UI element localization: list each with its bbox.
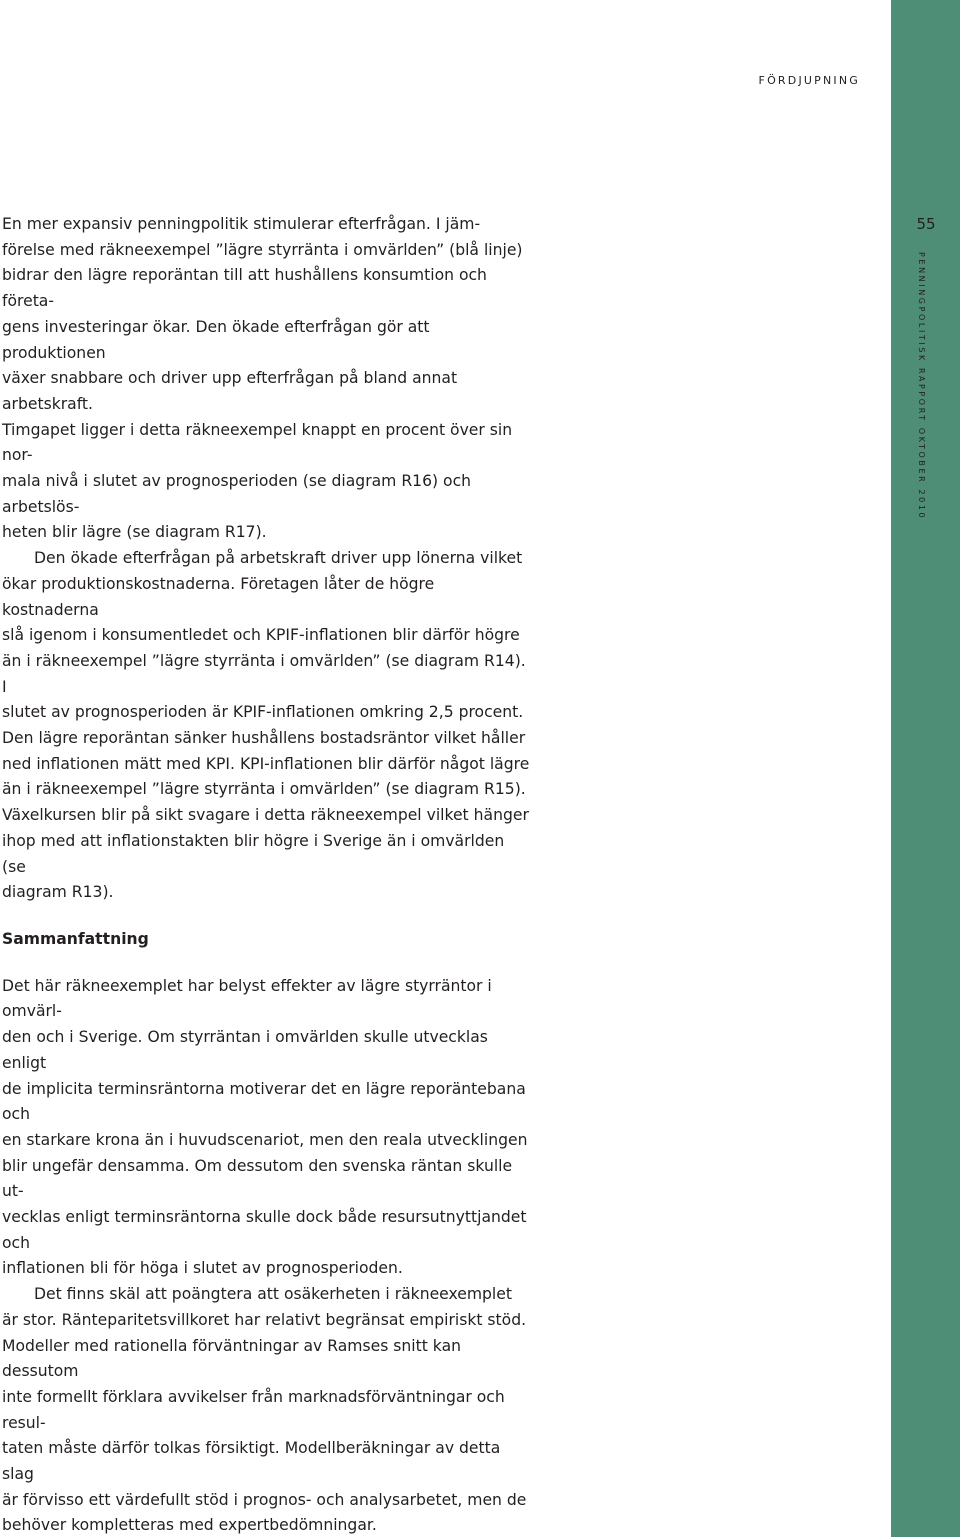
section-heading: Sammanfattning — [2, 929, 149, 948]
paragraph-4: Det finns skäl att poängtera att osäkerheten i räkneexemplet är stor. Ränteparitetsvillkoret har relativt begränsat empiriskt stöd. Modeller med rationella förväntningar av Ramses snitt kan dessutom inte formellt förklara avvikelser från marknadsförväntningar och resul- taten måste därför tolkas försiktigt. Modellberäkningar av detta slag är förvisso ett värdefullt stöd i prognos- och analysarbetet, men de behöver kompletteras med expertbedömningar. — [2, 1285, 527, 1535]
paragraph-3: Det här räkneexemplet har belyst effekter av lägre styrräntor i omvärl- den och i Sverige. Om styrräntan i omvärlden skulle utvecklas enligt de implicita terminsräntorna motiverar det en lägre reporäntebana och en starkare krona än i huvudscenariot, men den reala utvecklingen blir ungefär densamma. Om dessutom den svenska räntan skulle ut- vecklas enligt terminsräntorna skulle dock både resursutnyttjandet och inflationen bli för höga i slutet av prognosperioden. — [2, 976, 528, 1278]
page-number: 55 — [916, 215, 936, 233]
section-label: FÖRDJUPNING — [758, 74, 860, 87]
body-text — [2, 212, 532, 1539]
paragraph-1: En mer expansiv penningpolitik stimulerar efterfrågan. I jäm- förelse med räkneexempel ”lägre styrränta i omvärlden” (blå linje) bidrar den lägre reporäntan till att hushållens konsumtion och företa- gens investeringar ökar. Den ökade efterfrågan gör att produktionen växer snabbare och driver upp efterfrågan på bland annat arbetskraft. Timgapet ligger i detta räkneexempel knappt en procent över sin nor- mala nivå i slutet av prognosperioden (se diagram R16) och arbetslös- heten blir lägre (se diagram R17). — [2, 215, 523, 542]
paragraph-2: Den ökade efterfrågan på arbetskraft driver upp lönerna vilket ökar produktionskostnaderna. Företagen låter de högre kostnaderna slå igenom i konsumentledet och KPIF-inflationen blir därför högre än i räkneexempel ”lägre styrränta i omvärlden” (se diagram R14). I slutet av prognosperioden är KPIF-inflationen omkring 2,5 procent. Den lägre reporäntan sänker hushållens bostadsräntor vilket håller ned inflationen mätt med KPI. KPI-inflationen blir därför något lägre än i räkneexempel ”lägre styrränta i omvärlden” (se diagram R15). Växelkursen blir på sikt svagare i detta räkneexempel vilket hänger ihop med att inflationstakten blir högre i Sverige än i omvärlden (se diagram R13). — [2, 549, 530, 902]
running-title: PENNINGPOLITISK RAPPORT OKTOBER 2010 — [917, 252, 926, 521]
